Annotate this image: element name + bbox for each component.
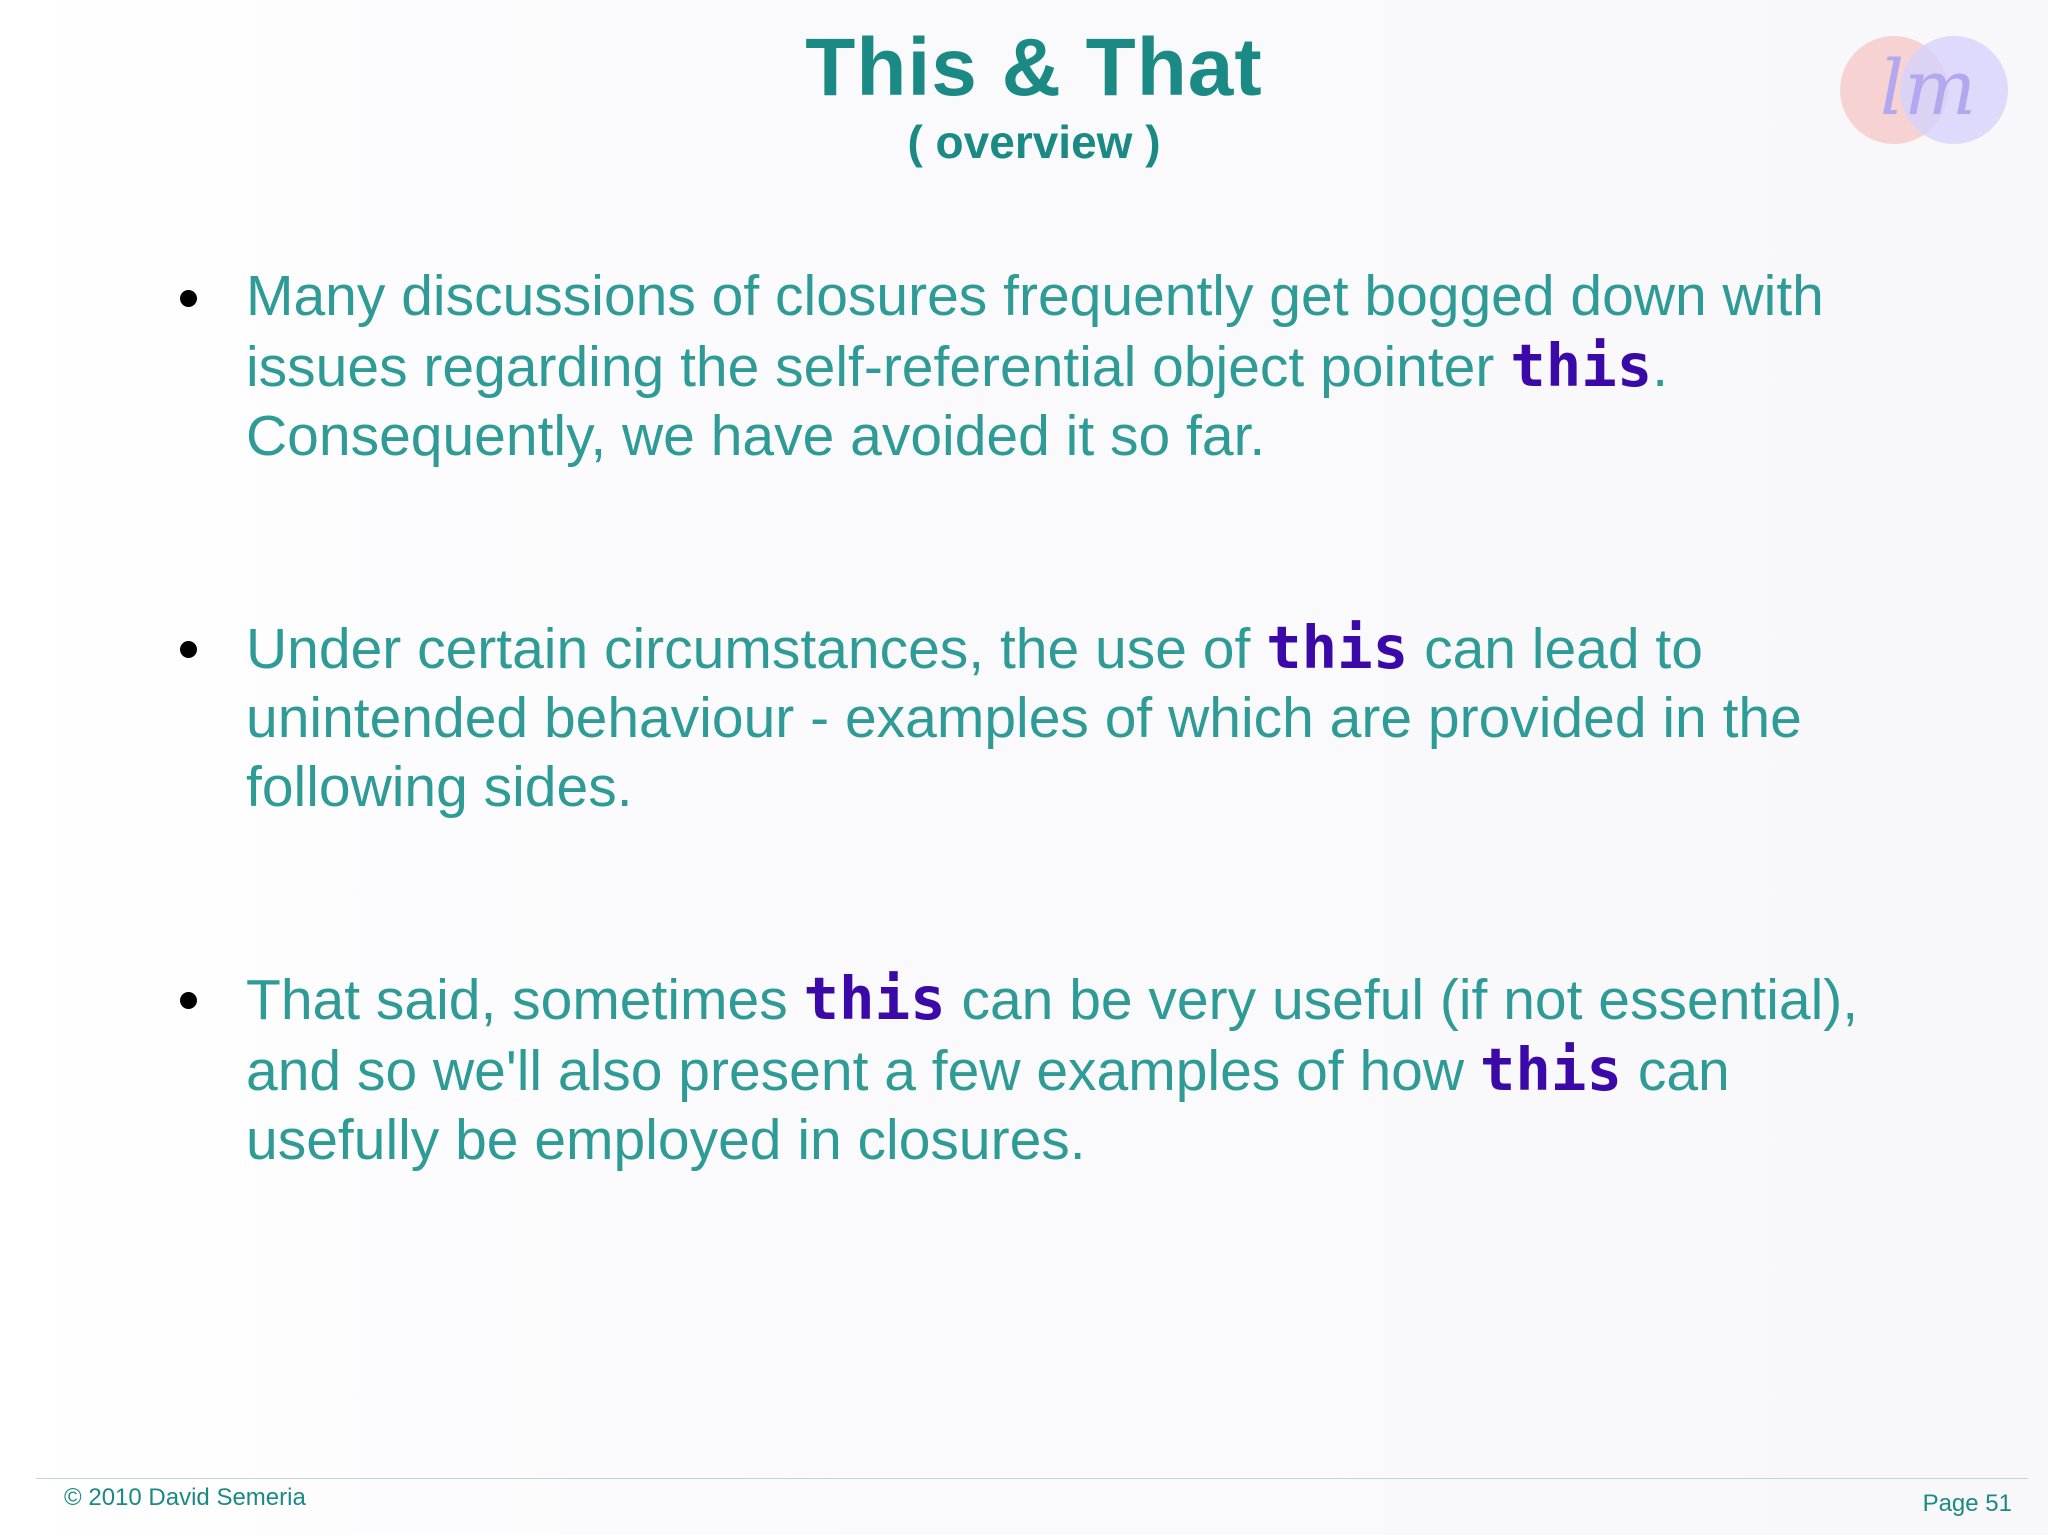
code-keyword: this [803, 964, 946, 1033]
logo-text: lm [1879, 43, 1977, 132]
bullet-text: Under certain circumstances, the use of [246, 617, 1267, 681]
bullet-list [178, 262, 1898, 1175]
bullet-item [178, 262, 1898, 471]
bullet-item [178, 613, 1898, 822]
footer-copyright: © 2010 David Semeria [64, 1484, 306, 1511]
slide-subtitle: ( overview ) [907, 116, 1161, 168]
bullet-text: Many discussions of closures frequently get bogged down with issues regarding the self-referential object pointer [246, 264, 1824, 399]
code-keyword: this [1479, 1035, 1622, 1104]
footer-divider [36, 1478, 2028, 1479]
bullet-text: can usefully be employed in closures. [246, 1039, 1730, 1172]
code-keyword: this [1266, 613, 1409, 682]
bullet-text: . Consequently, we have avoided it so far. [246, 335, 1669, 468]
slide-title: This & That [805, 22, 1263, 113]
bullet-dot-icon [180, 641, 197, 658]
bullet-text: That said, sometimes [246, 968, 804, 1032]
bullet-dot-icon [180, 290, 197, 307]
bullet-item [178, 964, 1898, 1175]
bullet-text: can lead to unintended behaviour - examples of which are provided in the following sides. [246, 617, 1802, 819]
bullet-text: can be very useful (if not essential), and so we'll also present a few examples of how [246, 968, 1859, 1103]
bullet-dot-icon [180, 992, 197, 1009]
title-block [0, 20, 2048, 168]
lm-logo-icon [1836, 34, 2016, 150]
code-keyword: this [1510, 331, 1653, 400]
footer-page-number: Page 51 [1922, 1490, 2012, 1517]
